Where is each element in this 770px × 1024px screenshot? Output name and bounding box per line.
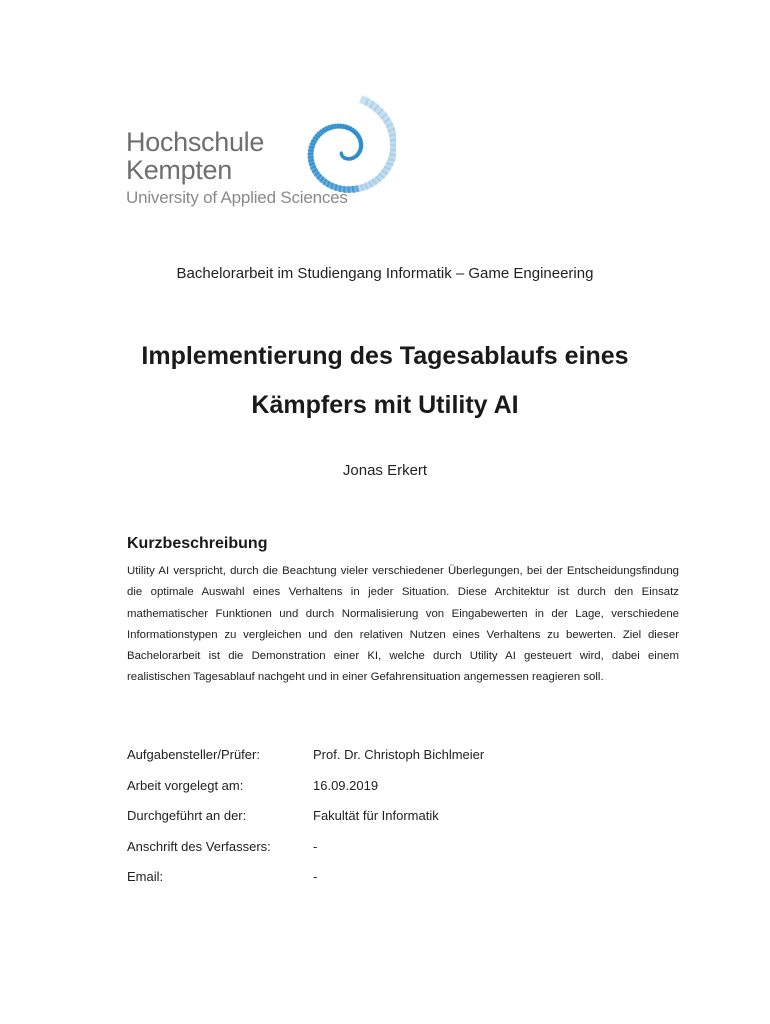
info-label: Anschrift des Verfassers: — [127, 838, 271, 854]
info-label: Durchgeführt an der: — [127, 808, 247, 823]
info-value: - — [313, 838, 318, 854]
logo-line-tagline: University of Applied Sciences — [126, 188, 348, 207]
info-label: Email: — [127, 869, 164, 884]
university-logo — [126, 88, 396, 208]
info-label: Arbeit vorgelegt am: — [127, 777, 244, 793]
logo-line-hochschule: Hochschule — [126, 127, 265, 157]
info-value: - — [313, 869, 318, 884]
info-row-address — [127, 839, 687, 870]
info-table — [127, 747, 687, 900]
info-row-faculty — [127, 808, 687, 839]
abstract-heading: Kurzbeschreibung — [127, 535, 268, 552]
thesis-title — [60, 332, 710, 430]
thesis-subtitle: Bachelorarbeit im Studiengang Informatik – Game Engineering — [176, 265, 594, 282]
info-label: Aufgabensteller/Prüfer: — [127, 747, 260, 762]
abstract-text: Utility AI verspricht, durch die Beachtung vieler verschiedener Überlegungen, bei der Entscheidungsfindung die optimale Auswahl eines Verhaltens in jeder Situation. Diese Architektur ist durch den Einsatz mathematischer Funktionen und durch Normalisierung von Eingabewerten in der Lage, verschiedene Informationstypen zu vergleichen und den relativen Nutzen eines Verhaltens zu bewerten. Ziel dieser Bachelorarbeit ist die Demonstration einer KI, welche durch Utility AI gesteuert wird, dabei einem realistischen Tagesablauf nachgeht und in einer Gefahrensituation angemessen reagieren soll. — [127, 565, 679, 684]
title-line-1: Implementierung des Tagesablaufs eines — [141, 342, 629, 370]
info-value: Fakultät für Informatik — [313, 808, 439, 823]
info-row-email — [127, 869, 687, 900]
info-row-submitted — [127, 778, 687, 809]
info-value: Prof. Dr. Christoph Bichlmeier — [313, 747, 485, 762]
title-line-2: Kämpfers mit Utility AI — [251, 391, 519, 419]
logo-wordmark — [126, 128, 348, 208]
logo-line-kempten: Kempten — [126, 155, 232, 185]
author-name: Jonas Erkert — [342, 462, 428, 479]
info-value: 16.09.2019 — [313, 777, 379, 793]
info-row-examiner — [127, 747, 687, 778]
